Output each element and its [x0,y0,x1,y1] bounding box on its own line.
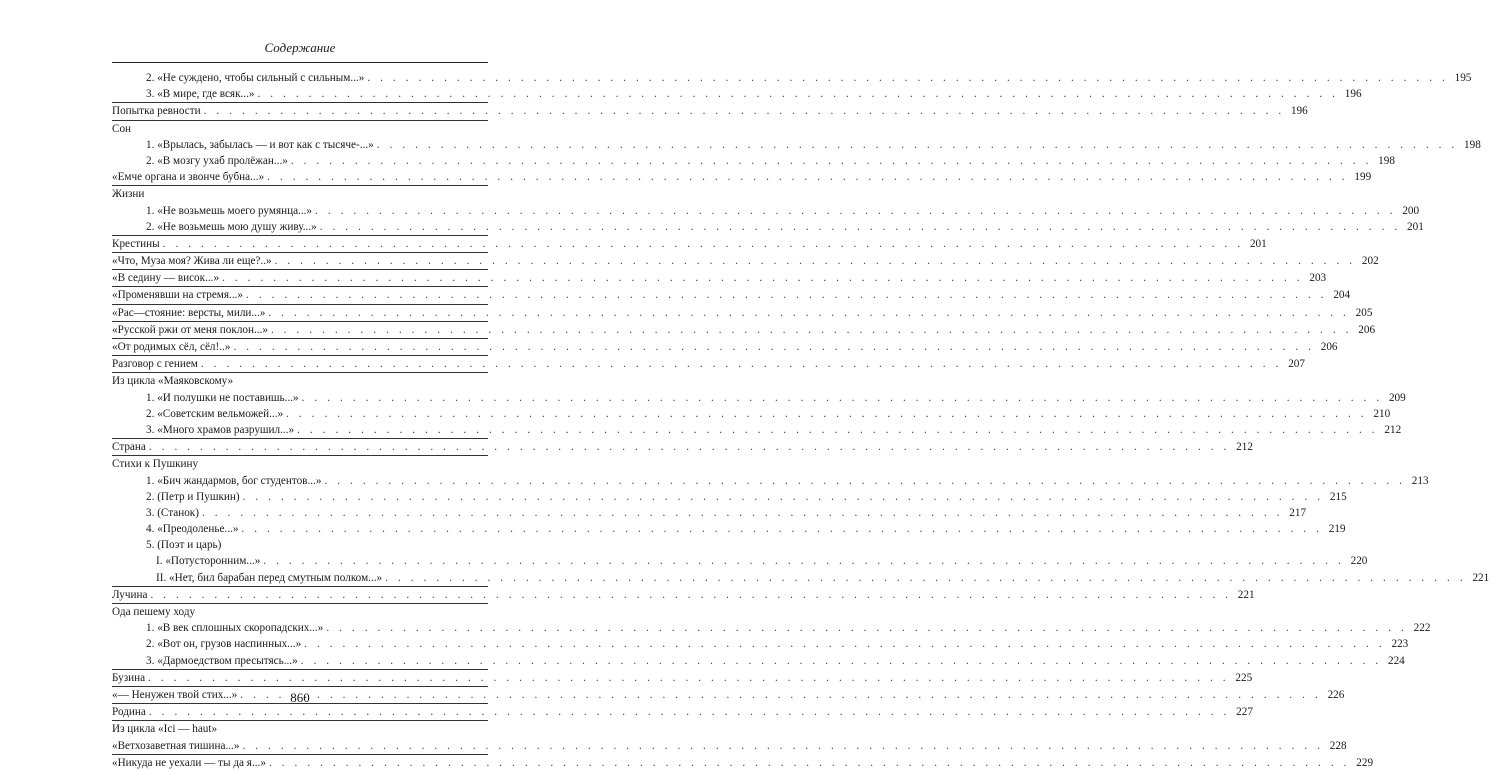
toc-entry-title: Сон [112,122,132,135]
toc-entry-title: 2. (Петр и Пушкин) [146,490,240,503]
running-header: Содержание [264,40,336,55]
toc-entry-page: 198 [1378,154,1395,167]
toc-entry-title: 1. «В век сплошных скоропадских...» [146,622,324,635]
toc-entry [112,219,1424,235]
toc-entry-title: 1. «Бич жандармов, бог студентов...» [146,474,322,487]
toc-entry-page: 228 [1329,739,1347,752]
dot-leader [246,287,1327,303]
dot-leader [150,587,1231,603]
toc-entry-title: Ода пешему ходу [112,606,196,618]
toc-entry-page: 196 [1344,88,1362,101]
toc-entry-title: «Никуда не уехали — ты да я...» [112,756,266,769]
toc-entry-page: 215 [1329,490,1347,503]
toc-entry [112,235,1267,252]
dot-leader [275,253,1356,269]
toc-entry [112,636,1409,652]
toc-entry [112,455,488,472]
toc-entry-title: «В седину — висок...» [112,272,220,285]
toc-entry [112,603,488,620]
toc-entry-page: 217 [1289,506,1307,519]
toc-entry-title: 2. «В мозгу ухаб пролёжан...» [146,154,288,167]
toc-entry-title: 1. «Врылась, забылась — и вот как с тысяче-...» [146,138,374,151]
dot-leader [271,322,1352,338]
toc-entry-title: «Емче органа и звонче бубна...» [112,171,265,184]
toc-entry-page: 206 [1320,341,1338,353]
toc-entry-title: «Рас—стояние: версты, мили...» [112,306,266,319]
toc-entry-title: Разговор с гением [112,358,198,371]
toc-entry [112,321,1376,338]
toc-entry [112,669,1253,686]
toc-entry-page: 201 [1249,237,1267,250]
toc-entry [112,252,1379,269]
toc-entry [112,653,1405,669]
toc-entry-page: 223 [1391,638,1409,651]
toc-entry-title: 4. «Преодоленье...» [146,523,239,536]
toc-entry-title: 3. «В мире, где всяк...» [146,88,255,101]
toc-entry-page: 210 [1373,407,1391,420]
toc-entry [112,553,1368,569]
toc-entry-page: 204 [1333,289,1351,302]
toc-entry-title: Из цикла «Маяковскому» [112,375,234,388]
toc-entry [112,203,1420,219]
toc-entry-page: 212 [1236,441,1253,454]
dot-leader [148,670,1229,686]
toc-entry-page: 202 [1361,255,1379,268]
dot-leader [202,505,1283,521]
dot-leader [243,489,1324,505]
dot-leader [222,270,1303,286]
toc-entry-page: 213 [1411,474,1429,487]
dot-leader [286,406,1367,422]
toc-entry-title: 2. «Не возьмешь мою душу живу...» [146,220,317,233]
toc-entry-title: Жизни [112,188,145,201]
toc-entry-title: «Что, Муза моя? Жива ли еще?..» [112,255,272,268]
toc-entry [112,86,1362,102]
toc-entry-page: 220 [1350,555,1368,568]
dot-leader [258,86,1339,102]
toc-entry-page: 229 [1356,756,1374,769]
toc-entry [112,153,1395,169]
toc-entry-title: Крестины [112,237,160,250]
toc-entry-title: 3. «Дармоедством пресытясь...» [146,654,298,667]
dot-leader [149,704,1230,720]
toc-entry-title: «От родимых сёл, сёл!..» [112,341,231,353]
toc-entry-page: 201 [1407,220,1424,233]
dot-leader [302,390,1383,406]
toc-entry-title: Лучина [112,588,148,601]
dot-leader [269,755,1350,771]
toc-entry-page: 199 [1354,171,1372,184]
toc-entry-title: «Русской ржи от меня поклон...» [112,323,268,336]
toc-entry-title: 5. (Поэт и царь) [146,539,222,552]
toc-entry [112,406,1391,422]
toc-entry-title: 3. (Станок) [146,506,199,519]
toc-entry [112,505,1307,521]
dot-leader [324,473,1405,489]
toc-entry [112,489,1347,505]
toc-entry-page: 198 [1464,138,1481,151]
dot-leader [242,738,1323,754]
toc-entry [112,355,1305,372]
dot-leader [233,339,1314,355]
dot-leader [149,439,1230,455]
toc-entry-page: 196 [1290,105,1308,118]
dot-leader [204,103,1285,119]
toc-entry-page: 219 [1328,523,1346,536]
dot-leader [241,521,1322,537]
dot-leader [320,219,1401,235]
toc-entry-page: 225 [1235,671,1253,684]
toc-entry-page: 222 [1413,622,1431,635]
dot-leader [367,70,1448,86]
dot-leader [304,636,1385,652]
toc-entry [112,754,1374,771]
toc-entry-page: 224 [1387,654,1405,667]
toc-entry-page: 209 [1388,391,1406,404]
toc-entry [112,521,1346,537]
dot-leader [297,422,1378,438]
dot-leader [326,620,1407,636]
toc-entry [112,169,1372,185]
table-of-contents [112,70,1489,771]
toc-entry-page: 221 [1237,588,1255,601]
toc-entry [112,738,1347,754]
toc-entry-page: 226 [1327,688,1345,701]
dot-leader [377,137,1458,153]
toc-entry-title: «Ветхозаветная тишина...» [112,739,240,752]
toc-entry [112,372,488,389]
dot-leader [263,553,1344,569]
dot-leader [291,153,1372,169]
toc-entry-title: 2. «Советским вельможей...» [146,407,284,420]
toc-entry [112,720,488,737]
toc-entry [112,473,1429,489]
header-rule [112,62,488,63]
toc-entry-title: 1. «И полушки не поставишь...» [146,391,299,404]
toc-entry-page: 205 [1355,306,1373,319]
toc-entry-page: 212 [1384,423,1402,436]
toc-entry-page: 227 [1236,706,1253,719]
toc-entry-title: II. «Нет, бил барабан перед смутным полком...» [156,571,383,584]
toc-entry [112,570,1489,586]
page-number: 860 [290,690,310,705]
toc-entry-page: 195 [1454,72,1472,84]
toc-entry [112,120,488,137]
dot-leader [385,570,1466,586]
toc-entry [112,102,1308,119]
toc-entry [112,390,1406,406]
dot-leader [201,356,1282,372]
toc-entry [112,137,1481,153]
toc-entry [112,438,1253,455]
toc-entry-title: 1. «Не возьмешь моего румянца...» [146,204,313,217]
toc-entry [112,422,1402,438]
toc-entry [112,269,1327,286]
toc-entry-title: I. «Потусторонним...» [156,555,261,568]
dot-leader [163,236,1244,252]
toc-entry-page: 207 [1288,358,1305,371]
toc-entry-page: 203 [1309,272,1327,285]
toc-entry-page: 221 [1472,571,1489,584]
dot-leader [315,203,1396,219]
toc-entry-title: 2. «Не суждено, чтобы сильный с сильным...» [146,72,365,84]
toc-entry-title: Попытка ревности [112,105,201,118]
dot-leader [268,305,1349,321]
toc-entry [112,586,1255,603]
toc-entry-title: Бузина [112,671,146,684]
toc-entry [112,537,488,553]
toc-entry-title: 2. «Вот он, грузов наспинных...» [146,638,302,651]
toc-entry-title: Родина [112,706,146,719]
toc-entry [112,185,488,202]
toc-entry-title: «— Ненужен твой стих...» [112,688,238,701]
toc-entry-title: Из цикла «Ici — haut» [112,723,218,736]
toc-entry-title: 3. «Много храмов разрушил...» [146,423,295,436]
toc-entry [112,286,1351,303]
toc-entry-title: Стихи к Пушкину [112,458,199,471]
toc-entry-page: 200 [1402,204,1420,217]
toc-entry [112,338,1338,355]
toc-entry-title: «Променявши на стремя...» [112,289,244,302]
toc-entry [112,304,1373,321]
toc-entry [112,620,1431,636]
dot-leader [267,169,1348,185]
dot-leader [301,653,1382,669]
toc-entry [112,70,1472,86]
toc-entry-page: 206 [1358,323,1376,336]
toc-entry-title: Страна [112,441,146,454]
